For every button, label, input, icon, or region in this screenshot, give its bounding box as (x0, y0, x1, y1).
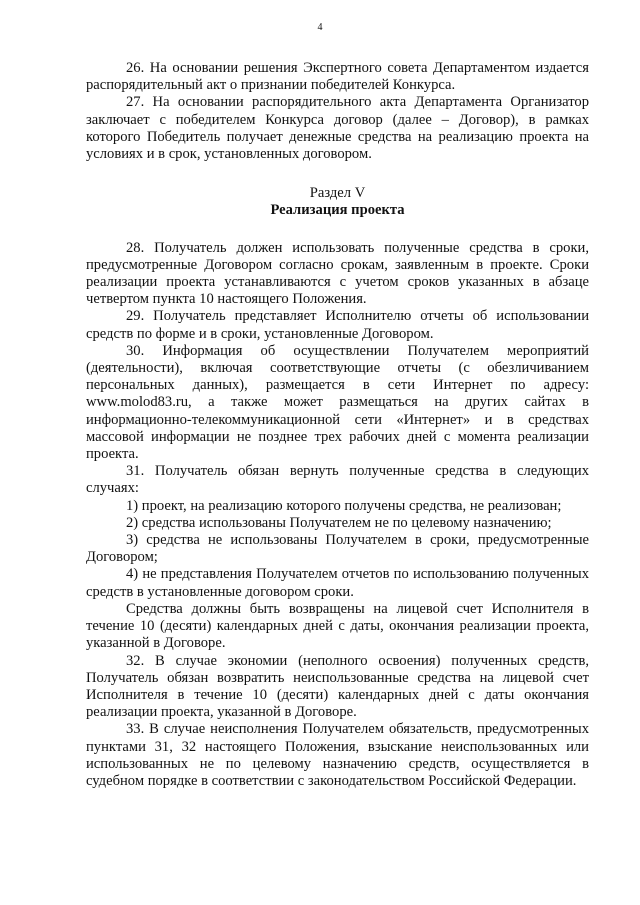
list-item-31-2: 2) средства использованы Получателем не по целевому назначению; (126, 514, 552, 531)
page-number: 4 (317, 22, 323, 33)
paragraph-return-funds: Средства должны быть возвращены на лицевой счет Исполнителя в течение 10 (десяти) календарных дней с даты, окончания реализации проекта, указанной в Договоре. (86, 600, 589, 652)
list-item-31-3: 3) средства не использованы Получателем в сроки, предусмотренные Договором; (86, 532, 589, 566)
paragraph-30: 30. Информация об осуществлении Получателем мероприятий (деятельности), включая соответствующие отчеты (с обезличиванием персональных данных), размещается в сети Интернет по адресу: www.molod83.ru, а также может размещаться на других сайтах в информационно-телекоммуникационной сети «Интернет» и в средствах массовой информации не позднее трех рабочих дней с момента реализации проекта. (86, 342, 589, 463)
section-heading: Раздел V (309, 185, 366, 202)
paragraph-29: 29. Получатель представляет Исполнителю отчеты об использовании средств по форме и в сроки, установленные Договором. (86, 308, 589, 342)
paragraph-31: 31. Получатель обязан вернуть полученные средства в следующих случаях: (86, 463, 589, 497)
list-item-31-4: 4) не представления Получателем отчетов по использованию полученных средств в установленные договором сроки. (86, 566, 589, 600)
list-item-31-1: 1) проект, на реализацию которого получены средства, не реализован; (126, 497, 562, 514)
section-title: Реализация проекта (270, 202, 405, 219)
paragraph-33: 33. В случае неисполнения Получателем обязательств, предусмотренных пунктами 31, 32 настоящего Положения, взыскание неиспользованных или использованных не по целевому назначению средств, осуществляется в судебном порядке в соответствии с законодательством Российской Федерации. (86, 721, 589, 789)
paragraph-32: 32. В случае экономии (неполного освоения) полученных средств, Получатель обязан возвратить неиспользованные средства на лицевой счет Исполнителя в течение 10 (десяти) календарных дней с даты окончания реализации проекта, указанной в Договоре. (86, 652, 589, 721)
paragraph-28: 28. Получатель должен использовать полученные средства в сроки, предусмотренные Договором согласно срокам, заявленным в проекте. Сроки реализации проекта устанавливаются с учетом сроков указанных в абзаце четвертом пункта 10 настоящего Положения. (86, 239, 589, 308)
document-body (86, 60, 589, 790)
paragraph-26: 26. На основании решения Экспертного совета Департаментом издается распорядительный акт о признании победителей Конкурса. (86, 60, 589, 94)
paragraph-27: 27. На основании распорядительного акта Департамента Организатор заключает с победителем Конкурса договор (далее – Договор), в рамках которого Победитель получает денежные средства на реализацию проекта на условиях и в срок, установленных договором. (86, 94, 589, 163)
